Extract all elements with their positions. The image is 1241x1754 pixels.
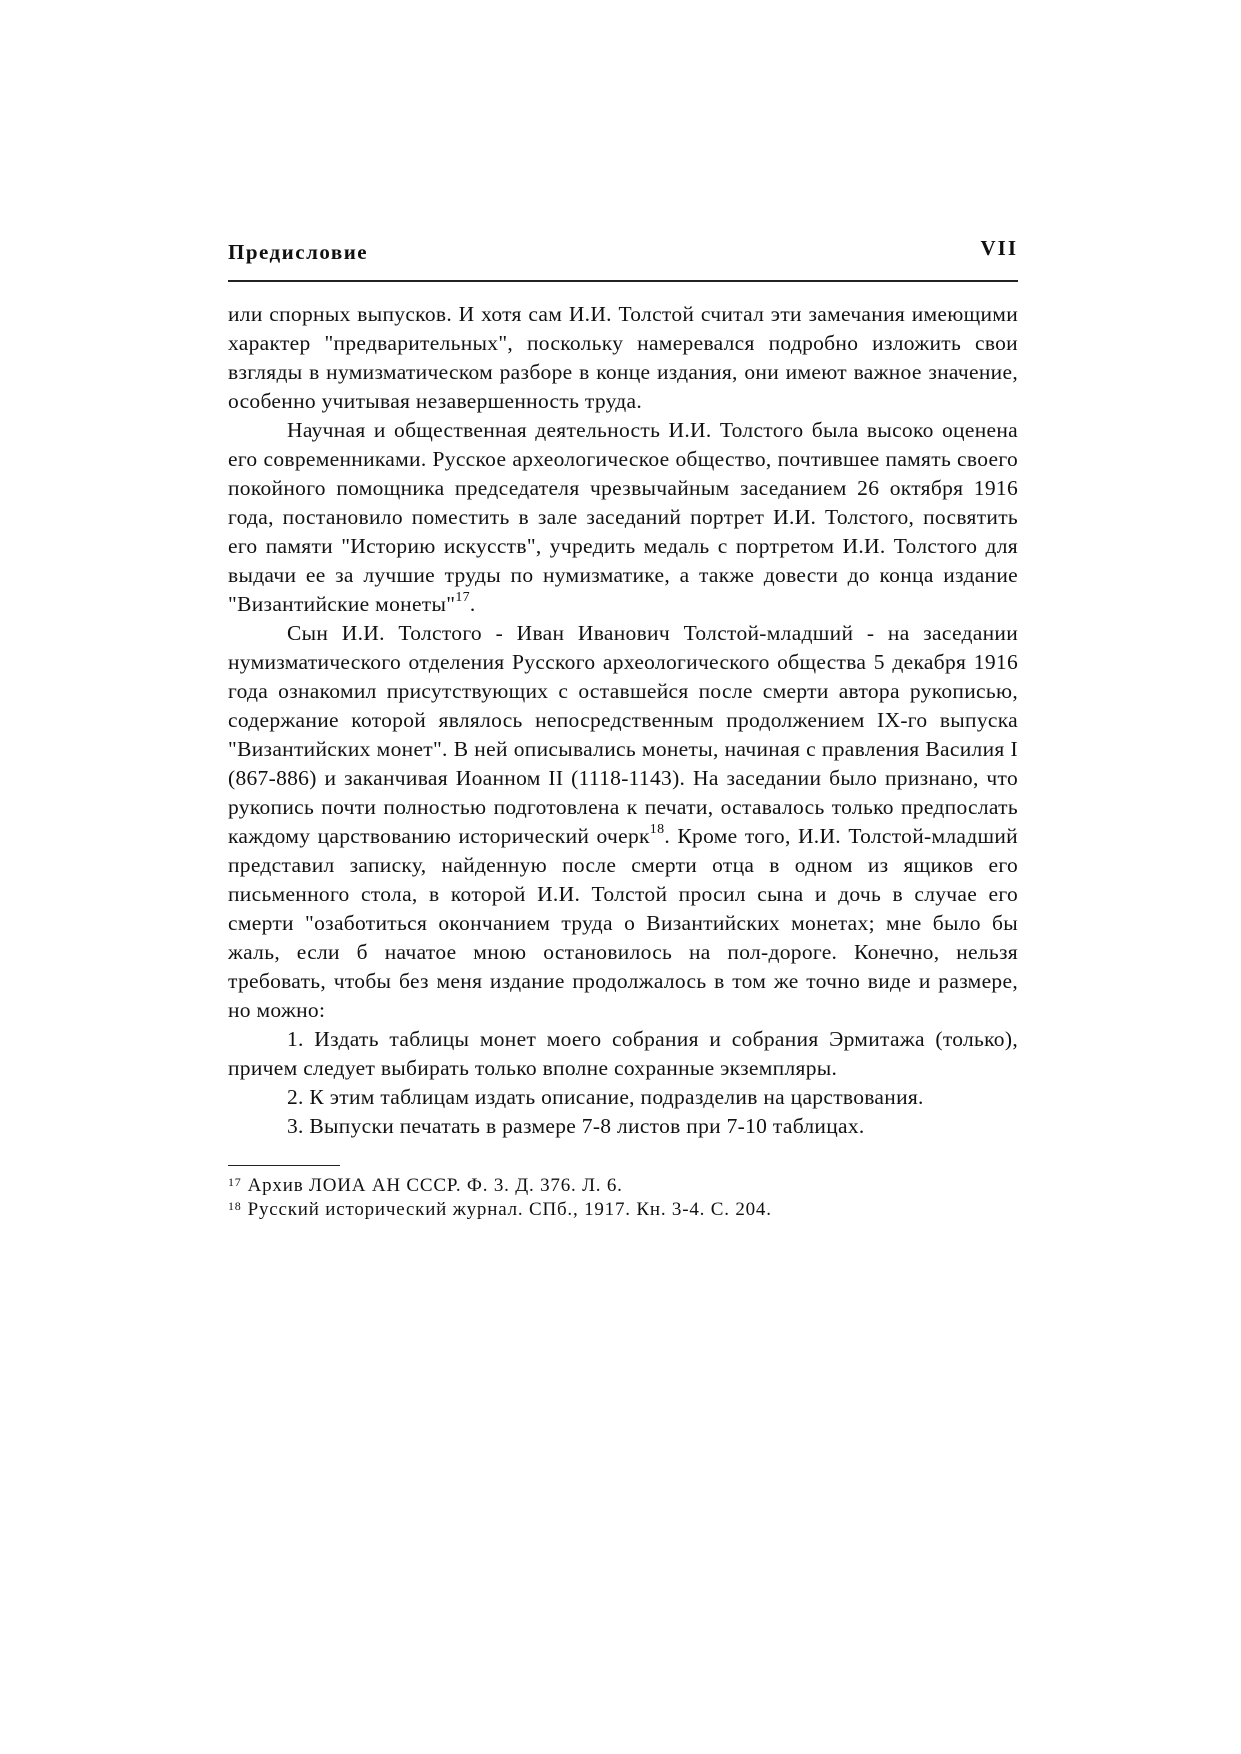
paragraph: Научная и общественная деятельность И.И. Толстого была высоко оценена его современниками. Русское археологическое общество, почтившее память своего покойного помощника председателя чрезвычайным заседанием 26 октября 1916 года, постановило поместить в зале заседаний портрет И.И. Толстого, посвятить его памяти "Историю искусств", учредить медаль с портретом И.И. Толстого для выдачи ее за лучшие труды по нумизматике, а также довести до конца издание "Византийские монеты"$^{17}$.	[228, 418, 1018, 616]
running-header	[228, 236, 1018, 276]
page-number: VII	[980, 236, 1018, 260]
footnote-mark: 17	[228, 1175, 242, 1189]
list-item: 2. К этим таблицам издать описание, подразделив на царствования.	[287, 1085, 924, 1109]
running-title: Предисловие	[228, 240, 369, 264]
footnote: $^{18}$ Русский исторический журнал. СПб., 1917. Кн. 3-4. С. 204.	[228, 1199, 772, 1220]
list-item: 3. Выпуски печатать в размере 7-8 листов при 7-10 таблицах.	[287, 1114, 865, 1138]
footnote-ref: 17	[455, 590, 470, 605]
list-item: 1. Издать таблицы монет моего собрания и собрания Эрмитажа (только), причем следует выбирать только вполне сохранные экземпляры.	[228, 1027, 1018, 1080]
footnote: $^{17}$ Архив ЛОИА АН СССР. Ф. 3. Д. 376. Л. 6.	[228, 1175, 623, 1196]
header-rule	[228, 280, 1018, 282]
footnotes	[228, 1172, 1018, 1220]
footnote-rule	[228, 1165, 340, 1166]
body-text	[228, 300, 1018, 1141]
document-page	[228, 236, 1018, 1220]
paragraph: или спорных выпусков. И хотя сам И.И. Толстой считал эти замечания имеющими характер "предварительных", поскольку намеревался подробно изложить свои взгляды в нумизматическом разборе в конце издания, они имеют важное значение, особенно учитывая незавершенность труда.	[228, 302, 1018, 413]
paragraph: Сын И.И. Толстого - Иван Иванович Толстой-младший - на заседании нумизматического отделения Русского археологического общества 5 декабря 1916 года ознакомил присутствующих с оставшейся после смерти автора рукописью, содержание которой являлось непосредственным продолжением IX-го выпуска "Византийских монет". В ней описывались монеты, начиная с правления Василия I (867-886) и заканчивая Иоанном II (1118-1143). На заседании было признано, что рукопись почти полностью подготовлена к печати, оставалось только предпослать каждому царствованию исторический очерк$^{18}$. Кроме того, И.И. Толстой-младший представил записку, найденную после смерти отца в одном из ящиков его письменного стола, в которой И.И. Толстой просил сына и дочь в случае его смерти "озаботиться окончанием труда о Византийских монетах; мне было бы жаль, если б начатое мною остановилось на пол-дороге. Конечно, нельзя требовать, чтобы без меня издание продолжалось в том же точно виде и размере, но можно:	[228, 621, 1018, 1022]
footnote-ref: 18	[649, 822, 665, 837]
footnote-mark: 18	[228, 1199, 242, 1213]
